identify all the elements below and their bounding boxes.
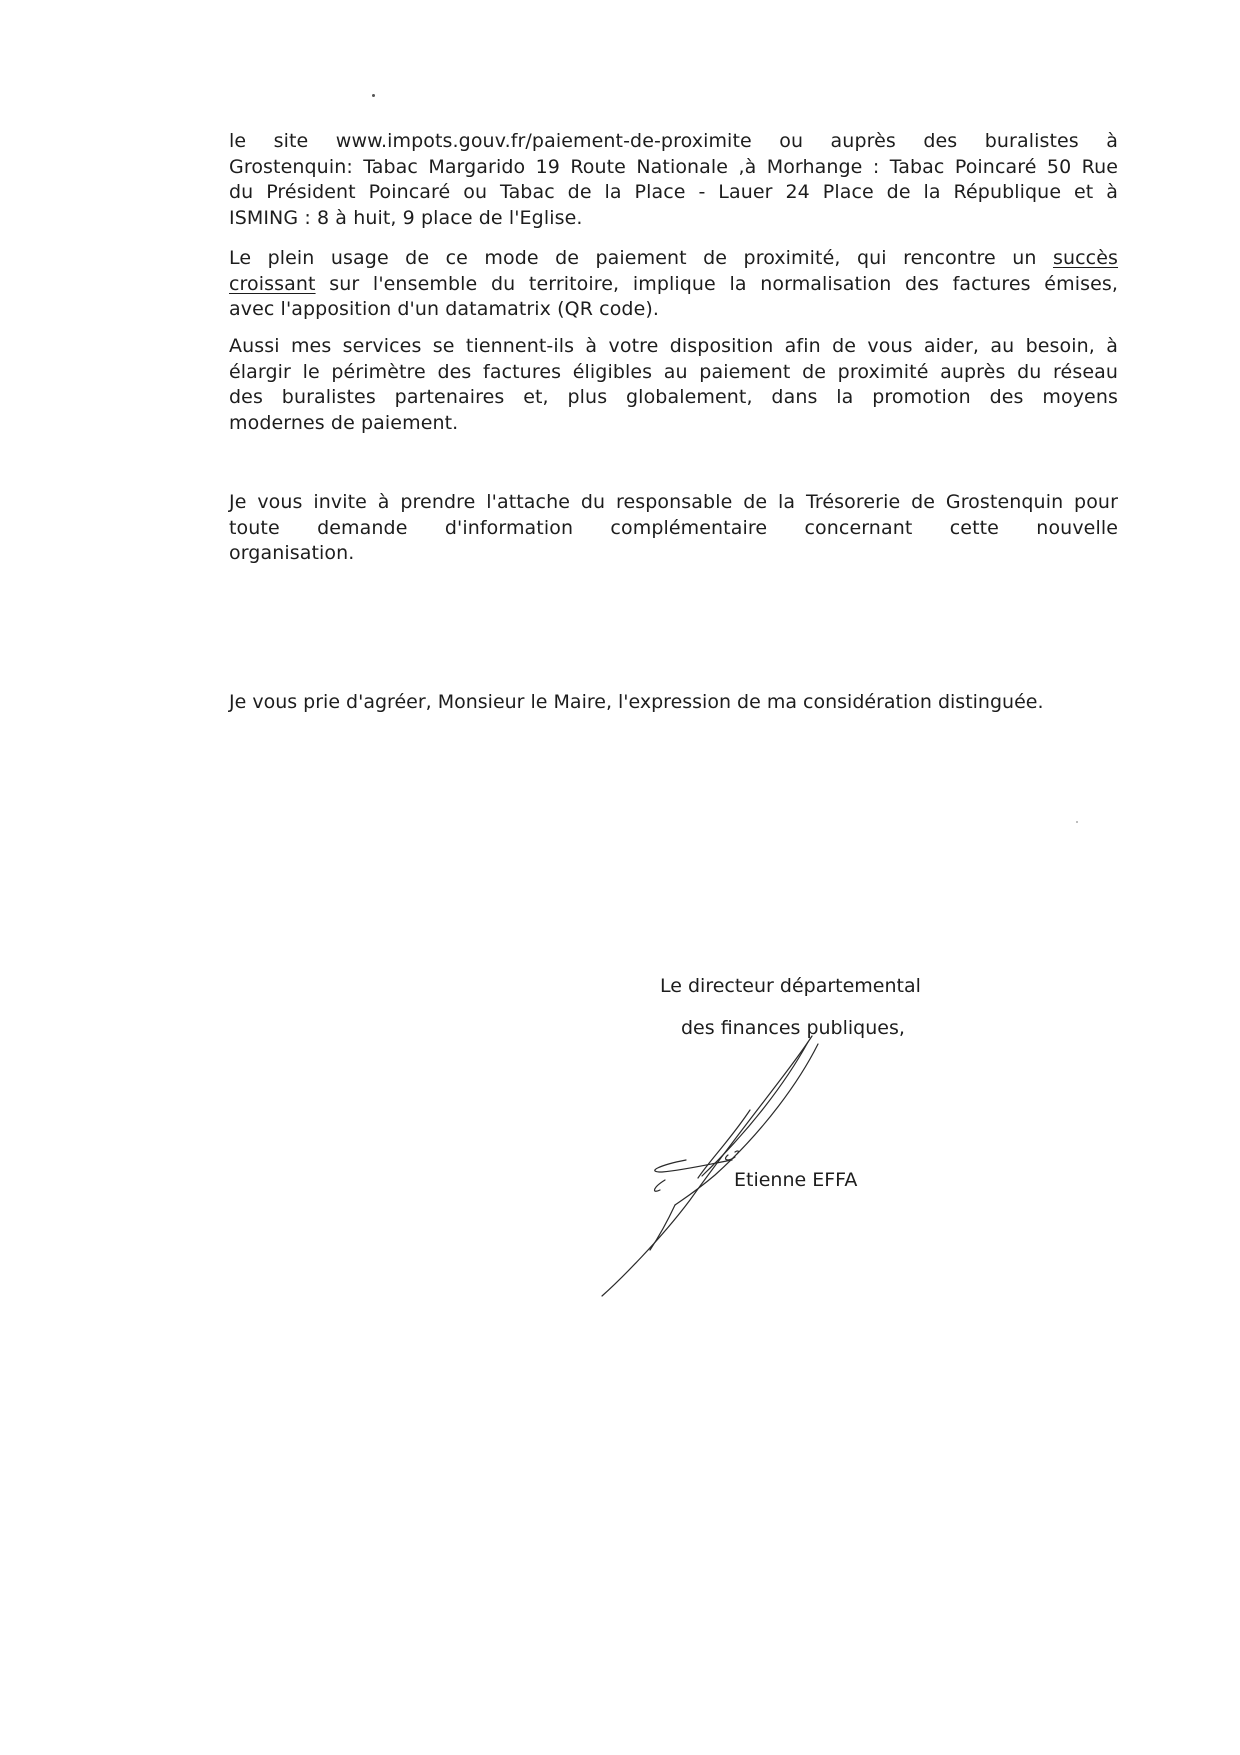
text-line: ISMING : 8 à huit, 9 place de l'Eglise. (229, 206, 583, 229)
text-line (229, 246, 1118, 272)
text-line: le site www.impots.gouv.fr/paiement-de-proximite ou auprès des buralistes à (229, 130, 1118, 152)
paragraph-contact-invitation (229, 490, 1118, 567)
text-segment: Le plein usage de ce mode de paiement de proximité, qui rencontre un (229, 247, 1037, 269)
text-line: des buralistes partenaires et, plus globalement, dans la promotion des moyens (229, 386, 1118, 408)
text-line: organisation. (229, 542, 355, 564)
scan-speck (1076, 821, 1078, 823)
text-line: avec l'apposition d'un datamatrix (QR code). (229, 298, 660, 320)
paragraph-services-assistance (229, 334, 1118, 436)
scan-speck (372, 94, 375, 97)
text-line (229, 272, 1118, 298)
signatory-name: Etienne EFFA (734, 1169, 858, 1191)
paragraph-full-usage (229, 246, 1118, 323)
text-line: toute demande d'information complémentaire concernant cette nouvelle (229, 516, 1118, 539)
closing-formula: Je vous prie d'agréer, Monsieur le Maire, l'expression de ma considération distinguée. (229, 691, 1044, 713)
text-line: élargir le périmètre des factures éligibles au paiement de proximité auprès du réseau (229, 360, 1118, 383)
signatory-title-line-2: des finances publiques, (681, 1017, 905, 1039)
underlined-text: succès (1052, 247, 1119, 269)
handwritten-signature (590, 1000, 850, 1300)
text-segment: sur l'ensemble du territoire, implique la normalisation des factures émises, (329, 272, 1118, 295)
text-line: Je vous invite à prendre l'attache du responsable de la Trésorerie de Grostenquin pour (229, 491, 1118, 513)
text-line: du Président Poincaré ou Tabac de la Place - Lauer 24 Place de la République et à (229, 181, 1118, 203)
text-line: Grostenquin: Tabac Margarido 19 Route Nationale ,à Morhange : Tabac Poincaré 50 Rue (229, 155, 1118, 178)
paragraph-payment-locations (229, 129, 1118, 231)
text-line: Aussi mes services se tiennent-ils à votre disposition afin de vous aider, au besoin, à (229, 335, 1118, 357)
underlined-text: croissant (229, 272, 316, 295)
signatory-title-line-1: Le directeur départemental (660, 975, 921, 997)
text-line: modernes de paiement. (229, 411, 459, 434)
